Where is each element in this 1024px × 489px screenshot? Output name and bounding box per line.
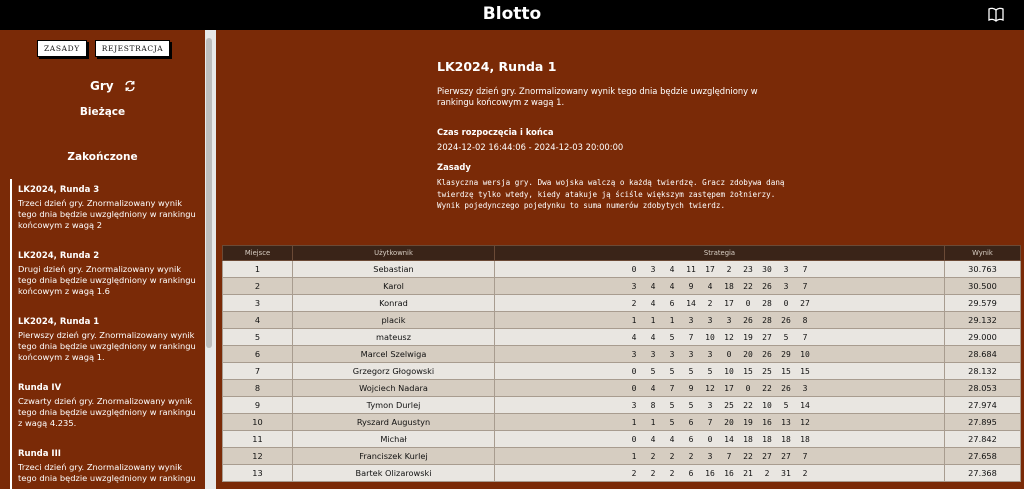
strategy-value: 21 <box>743 468 753 478</box>
strategy-value: 17 <box>724 298 734 308</box>
strategy-value: 7 <box>707 417 713 427</box>
strategy-cell <box>495 414 945 431</box>
strategy-value: 4 <box>650 434 656 444</box>
strategy-value: 2 <box>688 451 694 461</box>
strategy-values <box>495 418 944 427</box>
strategy-cell <box>495 448 945 465</box>
strategy-value: 3 <box>650 349 656 359</box>
game-item[interactable] <box>10 377 205 443</box>
user-cell: Sebastian <box>293 261 495 278</box>
strategy-value: 5 <box>783 332 789 342</box>
game-item-description: Trzeci dzień gry. Znormalizowany wynik tego dnia będzie uwzględniony w rankingu <box>18 462 196 483</box>
header-score[interactable]: Wynik <box>945 246 1021 261</box>
strategy-value: 26 <box>762 349 772 359</box>
strategy-value: 0 <box>631 383 637 393</box>
strategy-value: 4 <box>707 281 713 291</box>
user-cell: Michał <box>293 431 495 448</box>
strategy-value: 4 <box>669 434 675 444</box>
strategy-value: 3 <box>726 315 732 325</box>
strategy-value: 28 <box>762 315 772 325</box>
results-table <box>222 245 1021 482</box>
user-cell: Ryszard Augustyn <box>293 414 495 431</box>
table-row <box>223 278 1021 295</box>
strategy-cell <box>495 380 945 397</box>
register-button[interactable]: REJESTRACJA <box>95 40 171 57</box>
strategy-value: 2 <box>802 468 808 478</box>
strategy-value: 28 <box>762 298 772 308</box>
strategy-value: 7 <box>802 332 808 342</box>
strategy-value: 9 <box>688 281 694 291</box>
strategy-value: 27 <box>762 451 772 461</box>
game-item-description: Trzeci dzień gry. Znormalizowany wynik tego dnia będzie uwzględniony w rankingu końcowym z wagą 2 <box>18 198 196 230</box>
place-cell: 11 <box>223 431 293 448</box>
user-cell: Konrad <box>293 295 495 312</box>
main-panel <box>216 30 1024 489</box>
strategy-value: 30 <box>762 264 772 274</box>
strategy-value: 14 <box>686 298 696 308</box>
strategy-value: 15 <box>800 366 810 376</box>
strategy-value: 16 <box>705 468 715 478</box>
strategy-value: 3 <box>783 281 789 291</box>
results-table-wrapper <box>222 245 1020 482</box>
strategy-value: 3 <box>631 349 637 359</box>
games-heading <box>90 79 136 93</box>
strategy-value: 4 <box>650 281 656 291</box>
strategy-values <box>495 435 944 444</box>
user-cell: Karol <box>293 278 495 295</box>
strategy-value: 26 <box>781 383 791 393</box>
table-row <box>223 363 1021 380</box>
strategy-values <box>495 401 944 410</box>
strategy-value: 3 <box>783 264 789 274</box>
strategy-value: 19 <box>743 417 753 427</box>
strategy-values <box>495 367 944 376</box>
strategy-cell <box>495 363 945 380</box>
table-row <box>223 329 1021 346</box>
strategy-value: 18 <box>800 434 810 444</box>
time-label: Czas rozpoczęcia i końca <box>437 127 554 137</box>
user-cell: Marcel Szelwiga <box>293 346 495 363</box>
strategy-value: 17 <box>705 264 715 274</box>
strategy-value: 3 <box>688 349 694 359</box>
score-cell: 27.368 <box>945 465 1021 482</box>
strategy-values <box>495 316 944 325</box>
strategy-value: 18 <box>762 434 772 444</box>
user-cell: Bartek Olizarowski <box>293 465 495 482</box>
strategy-values <box>495 350 944 359</box>
header-place[interactable]: Miejsce <box>223 246 293 261</box>
strategy-value: 6 <box>688 434 694 444</box>
strategy-value: 5 <box>688 366 694 376</box>
strategy-value: 14 <box>800 400 810 410</box>
score-cell: 29.579 <box>945 295 1021 312</box>
table-row <box>223 397 1021 414</box>
strategy-value: 22 <box>743 400 753 410</box>
user-cell: placik <box>293 312 495 329</box>
strategy-value: 3 <box>650 264 656 274</box>
time-value: 2024-12-02 16:44:06 - 2024-12-03 20:00:00 <box>437 142 624 152</box>
strategy-value: 11 <box>686 264 696 274</box>
strategy-cell <box>495 346 945 363</box>
strategy-value: 0 <box>631 366 637 376</box>
strategy-value: 20 <box>724 417 734 427</box>
strategy-value: 8 <box>802 315 808 325</box>
game-item[interactable] <box>10 179 205 245</box>
table-row <box>223 380 1021 397</box>
strategy-values <box>495 333 944 342</box>
strategy-value: 12 <box>724 332 734 342</box>
strategy-value: 5 <box>669 400 675 410</box>
strategy-value: 0 <box>631 434 637 444</box>
strategy-cell <box>495 278 945 295</box>
strategy-value: 26 <box>781 315 791 325</box>
place-cell: 8 <box>223 380 293 397</box>
games-heading-label: Gry <box>90 79 114 93</box>
strategy-value: 1 <box>650 417 656 427</box>
strategy-value: 16 <box>724 468 734 478</box>
strategy-value: 8 <box>650 400 656 410</box>
user-cell: Franciszek Kurlej <box>293 448 495 465</box>
strategy-value: 12 <box>800 417 810 427</box>
score-cell: 27.842 <box>945 431 1021 448</box>
score-cell: 27.974 <box>945 397 1021 414</box>
sidebar-scrollbar[interactable] <box>205 30 213 489</box>
strategy-value: 2 <box>764 468 770 478</box>
strategy-value: 1 <box>631 315 637 325</box>
score-cell: 29.000 <box>945 329 1021 346</box>
strategy-value: 12 <box>705 383 715 393</box>
table-row <box>223 295 1021 312</box>
strategy-values <box>495 265 944 274</box>
finished-games-list <box>10 179 205 489</box>
table-row <box>223 414 1021 431</box>
strategy-value: 4 <box>631 332 637 342</box>
place-cell: 4 <box>223 312 293 329</box>
strategy-value: 0 <box>631 264 637 274</box>
strategy-values <box>495 282 944 291</box>
strategy-value: 2 <box>650 468 656 478</box>
strategy-value: 5 <box>650 366 656 376</box>
strategy-value: 7 <box>669 383 675 393</box>
strategy-value: 18 <box>743 434 753 444</box>
scrollbar-thumb[interactable] <box>206 38 212 348</box>
strategy-value: 27 <box>762 332 772 342</box>
strategy-value: 4 <box>650 332 656 342</box>
strategy-value: 2 <box>669 451 675 461</box>
strategy-value: 1 <box>631 417 637 427</box>
strategy-value: 2 <box>669 468 675 478</box>
strategy-value: 27 <box>781 451 791 461</box>
strategy-value: 5 <box>688 400 694 410</box>
strategy-values <box>495 452 944 461</box>
strategy-value: 10 <box>762 400 772 410</box>
table-row <box>223 312 1021 329</box>
strategy-value: 2 <box>726 264 732 274</box>
strategy-value: 23 <box>743 264 753 274</box>
strategy-value: 22 <box>743 451 753 461</box>
results-table-body <box>223 261 1021 482</box>
game-item-description: Drugi dzień gry. Znormalizowany wynik tego dnia będzie uwzględniony w rankingu końcowym z wagą 1.6 <box>18 264 196 296</box>
strategy-value: 7 <box>802 281 808 291</box>
strategy-value: 5 <box>783 400 789 410</box>
game-item-title: LK2024, Runda 2 <box>18 251 100 261</box>
strategy-value: 19 <box>743 332 753 342</box>
strategy-value: 6 <box>688 468 694 478</box>
strategy-value: 3 <box>631 281 637 291</box>
score-cell: 28.053 <box>945 380 1021 397</box>
strategy-value: 3 <box>802 383 808 393</box>
score-cell: 30.500 <box>945 278 1021 295</box>
strategy-value: 3 <box>707 400 713 410</box>
strategy-value: 10 <box>800 349 810 359</box>
rules-text: Klasyczna wersja gry. Dwa wojska walczą o każdą twierdzę. Gracz zdobywa daną twierdzę tylko wtedy, kiedy atakuje ją ściśle większym zastępem żołnierzy. Wynik pojedynczego pojedynku to suma numerów zdobytych twierdz. <box>437 178 785 210</box>
table-row <box>223 261 1021 278</box>
strategy-cell <box>495 261 945 278</box>
strategy-cell <box>495 295 945 312</box>
sidebar <box>0 30 213 489</box>
strategy-value: 0 <box>783 298 789 308</box>
strategy-value: 3 <box>707 315 713 325</box>
round-description: Pierwszy dzień gry. Znormalizowany wynik tego dnia będzie uwzględniony w rankingu końcowym z wagą 1. <box>437 86 758 107</box>
book-icon[interactable] <box>988 6 1004 22</box>
table-row <box>223 465 1021 482</box>
strategy-cell <box>495 329 945 346</box>
strategy-value: 3 <box>707 349 713 359</box>
rules-button[interactable]: ZASADY <box>37 40 87 57</box>
strategy-value: 6 <box>669 298 675 308</box>
strategy-value: 22 <box>762 383 772 393</box>
strategy-value: 5 <box>669 366 675 376</box>
game-item-title: LK2024, Runda 3 <box>18 185 100 195</box>
strategy-value: 1 <box>631 451 637 461</box>
game-item-title: Runda III <box>18 449 61 459</box>
place-cell: 7 <box>223 363 293 380</box>
strategy-value: 2 <box>631 468 637 478</box>
page-title: LK2024, Runda 1 <box>437 59 557 74</box>
game-item-title: Runda IV <box>18 383 62 393</box>
strategy-value: 0 <box>745 383 751 393</box>
strategy-value: 3 <box>631 400 637 410</box>
strategy-cell <box>495 312 945 329</box>
strategy-value: 2 <box>707 298 713 308</box>
header-strategy[interactable]: Strategia <box>495 246 945 261</box>
strategy-cell <box>495 431 945 448</box>
place-cell: 9 <box>223 397 293 414</box>
strategy-values <box>495 384 944 393</box>
strategy-value: 4 <box>669 281 675 291</box>
strategy-value: 6 <box>688 417 694 427</box>
table-header-row <box>223 246 1021 261</box>
score-cell: 28.684 <box>945 346 1021 363</box>
strategy-value: 0 <box>707 434 713 444</box>
strategy-value: 9 <box>688 383 694 393</box>
top-bar <box>0 0 1024 30</box>
place-cell: 13 <box>223 465 293 482</box>
strategy-value: 7 <box>802 451 808 461</box>
strategy-value: 25 <box>724 400 734 410</box>
strategy-value: 17 <box>724 383 734 393</box>
refresh-icon[interactable] <box>124 80 136 92</box>
table-row <box>223 448 1021 465</box>
strategy-value: 22 <box>743 281 753 291</box>
current-games-heading: Bieżące <box>79 106 126 118</box>
strategy-value: 15 <box>743 366 753 376</box>
strategy-value: 5 <box>707 366 713 376</box>
place-cell: 2 <box>223 278 293 295</box>
score-cell: 29.132 <box>945 312 1021 329</box>
strategy-value: 5 <box>669 417 675 427</box>
table-row <box>223 431 1021 448</box>
strategy-value: 5 <box>669 332 675 342</box>
game-item-description: Czwarty dzień gry. Znormalizowany wynik tego dnia będzie uwzględniony w rankingu z wagą 4.235. <box>18 396 196 428</box>
score-cell: 30.763 <box>945 261 1021 278</box>
strategy-value: 7 <box>726 451 732 461</box>
strategy-value: 20 <box>743 349 753 359</box>
user-cell: mateusz <box>293 329 495 346</box>
user-cell: Grzegorz Głogowski <box>293 363 495 380</box>
app-title: Blotto <box>482 4 542 24</box>
score-cell: 28.132 <box>945 363 1021 380</box>
place-cell: 6 <box>223 346 293 363</box>
strategy-value: 2 <box>650 451 656 461</box>
strategy-value: 3 <box>707 451 713 461</box>
strategy-value: 7 <box>688 332 694 342</box>
strategy-value: 1 <box>650 315 656 325</box>
strategy-value: 13 <box>781 417 791 427</box>
game-item-title: LK2024, Runda 1 <box>18 317 100 327</box>
strategy-value: 2 <box>631 298 637 308</box>
header-user[interactable]: Użytkownik <box>293 246 495 261</box>
game-item-description: Pierwszy dzień gry. Znormalizowany wynik tego dnia będzie uwzględniony w rankingu końcowym z wagą 1. <box>18 330 196 362</box>
strategy-value: 31 <box>781 468 791 478</box>
table-row <box>223 346 1021 363</box>
strategy-values <box>495 299 944 308</box>
strategy-value: 4 <box>669 264 675 274</box>
game-item[interactable] <box>10 311 205 377</box>
strategy-value: 0 <box>726 349 732 359</box>
strategy-value: 3 <box>669 349 675 359</box>
strategy-cell <box>495 397 945 414</box>
strategy-value: 10 <box>705 332 715 342</box>
strategy-value: 15 <box>781 366 791 376</box>
strategy-value: 3 <box>688 315 694 325</box>
place-cell: 12 <box>223 448 293 465</box>
strategy-value: 10 <box>724 366 734 376</box>
strategy-value: 18 <box>781 434 791 444</box>
user-cell: Wojciech Nadara <box>293 380 495 397</box>
score-cell: 27.895 <box>945 414 1021 431</box>
strategy-value: 7 <box>802 264 808 274</box>
game-item[interactable] <box>10 245 205 311</box>
strategy-value: 25 <box>762 366 772 376</box>
strategy-cell <box>495 465 945 482</box>
strategy-value: 27 <box>800 298 810 308</box>
sidebar-buttons <box>37 40 170 57</box>
strategy-value: 0 <box>745 298 751 308</box>
finished-games-heading: Zakończone <box>67 151 138 163</box>
strategy-value: 4 <box>650 383 656 393</box>
score-cell: 27.658 <box>945 448 1021 465</box>
place-cell: 10 <box>223 414 293 431</box>
strategy-value: 1 <box>669 315 675 325</box>
strategy-value: 16 <box>762 417 772 427</box>
strategy-value: 29 <box>781 349 791 359</box>
user-cell: Tymon Durlej <box>293 397 495 414</box>
strategy-value: 26 <box>762 281 772 291</box>
strategy-value: 4 <box>650 298 656 308</box>
place-cell: 3 <box>223 295 293 312</box>
place-cell: 1 <box>223 261 293 278</box>
strategy-value: 18 <box>724 281 734 291</box>
strategy-value: 14 <box>724 434 734 444</box>
place-cell: 5 <box>223 329 293 346</box>
rules-label: Zasady <box>437 162 471 172</box>
strategy-values <box>495 469 944 478</box>
strategy-value: 26 <box>743 315 753 325</box>
game-item[interactable] <box>10 443 205 489</box>
